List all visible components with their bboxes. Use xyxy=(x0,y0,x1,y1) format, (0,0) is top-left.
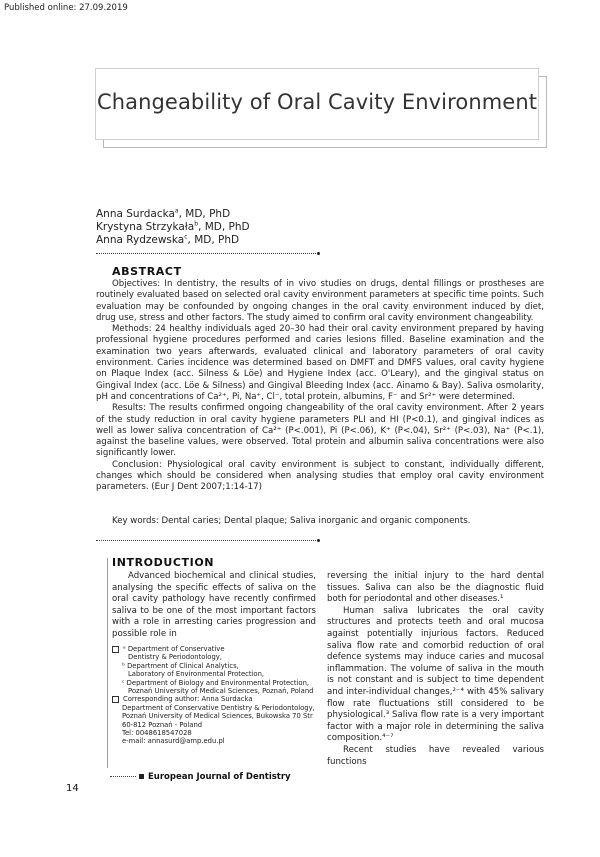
paragraph: reversing the initial injury to the hard dental tissues. Saliva can also be the diagnostic fluid both for periodontal and other diseases.¹ xyxy=(327,571,544,605)
divider-dot xyxy=(317,252,320,255)
author: Krystyna Strzykała$^b$, MD, PhD xyxy=(96,220,250,233)
divider xyxy=(96,540,318,541)
keywords: Key words: Dental caries; Dental plaque; Saliva inorganic and organic components. xyxy=(112,516,471,526)
margin-rule xyxy=(107,558,108,768)
abstract-heading: ABSTRACT xyxy=(112,265,182,278)
footer-square-icon xyxy=(139,774,144,779)
square-bullet-icon xyxy=(112,646,119,653)
intro-right-column xyxy=(327,571,544,768)
paragraph: Human saliva lubricates the oral cavity structures and protects teeth and oral mucosa against potentially injurious factors. Reduced saliva flow rate and comorbid reduction of oral defence systems may induce caries and mucosal inflammation. The volume of saliva in the mouth is not constant and is subject to time dependent and inter-individual changes,²⁻⁴ with 45% salivary flow rate fluctuations still considered to be physiological.³ Saliva flow rate is a very important factor with a major role in determining the saliva composition.⁴⁻⁷ xyxy=(327,605,544,744)
paragraph: Recent studies have revealed various functions xyxy=(327,744,544,767)
page-title: Changeability of Oral Cavity Environment xyxy=(96,90,538,114)
introduction-heading: INTRODUCTION xyxy=(112,556,215,569)
square-bullet-icon xyxy=(112,696,119,703)
intro-left-column xyxy=(112,571,316,641)
author: Anna Rydzewska$^c$, MD, PhD xyxy=(96,233,240,246)
divider-dot xyxy=(317,539,320,542)
author: Anna Surdacka$^a$, MD, PhD xyxy=(96,207,231,220)
author-list xyxy=(96,208,250,247)
title-box xyxy=(95,68,547,148)
abstract-body xyxy=(96,279,544,494)
footer-divider xyxy=(110,776,136,777)
published-date: Published online: 27.09.2019 xyxy=(4,3,128,13)
journal-name: European Journal of Dentistry xyxy=(148,772,291,782)
divider xyxy=(96,253,318,254)
email-link[interactable]: e-mail: annasurd@amp.edu.pl xyxy=(122,737,225,746)
affiliations: ᵃ Department of Conservative Dentistry & Periodontology, ᵇ Department of Clinical Analytics, Laboratory of Environmental Protection, ᶜ Department of Biology and Environmental Protection, Poznań University of Medical Sciences, Poznań, Poland Corresponding author: Anna Surdacka Department of Conservative Dentistry & Periodontology, Poznań University of Medical Sciences, Bukowska 70 Str 60-812 Poznań - Poland Tel: 0048618547028 e-mail: annasurd@amp.edu.pl xyxy=(112,645,315,746)
abstract-objectives: Objectives: In dentistry, the results of in vivo studies on drugs, dental fillings or prostheses are routinely evaluated based on selected oral cavity environment parameters at specific time points. Such evaluation may be confounded by ongoing changes in the oral cavity environment induced by diet, drug use, stress and other factors. The study aimed to confirm oral cavity environment changeability. xyxy=(96,279,544,323)
page-number: 14 xyxy=(66,783,79,794)
abstract-methods: Methods: 24 healthy individuals aged 20–30 had their oral cavity environment prepared by having professional hygiene procedures performed and caries lesions filled. Baseline examination and the examination two years afterwards, evaluated clinical and laboratory parameters of oral cavity environment. Caries incidence was determined based on DMFT and DMFS values, oral cavity hygiene on Plaque Index (acc. Silness & Löe) and Hygiene Index (acc. O'Leary), and the gingival status on Gingival Index (acc. Löe & Silness) and Gingival Bleeding Index (acc. Ainamo & Bay). Saliva osmolarity, pH and concentrations of Ca²⁺, Pi, Na⁺, Cl⁻, total protein, albumins, F⁻ and Sr²⁺ were determined. xyxy=(96,324,544,402)
abstract-results: Results: The results confirmed ongoing changeability of the oral cavity environment. After 2 years of the study reduction in oral cavity hygiene parameters PLI and HI (P<0.1), and gingival indices as well as lower saliva concentration of Ca²⁺ (P<.001), Pi (P<.06), K⁺ (P<.04), Sr²⁺ (P<.03), Na⁺ (P<.1), against the baseline values, were observed. Total protein and albumin saliva concentrations were also significantly lower. xyxy=(96,403,544,459)
paragraph: Advanced biochemical and clinical studies, analysing the specific effects of saliva on the oral cavity pathology have recently confirmed saliva to be one of the most important factors with a role in arresting caries progression and possible role in xyxy=(112,571,316,639)
abstract-conclusion: Conclusion: Physiological oral cavity environment is subject to constant, individually different, changes which should be considered when analysing studies that employ oral cavity environment parameters. (Eur J Dent 2007;1:14-17) xyxy=(96,459,544,493)
